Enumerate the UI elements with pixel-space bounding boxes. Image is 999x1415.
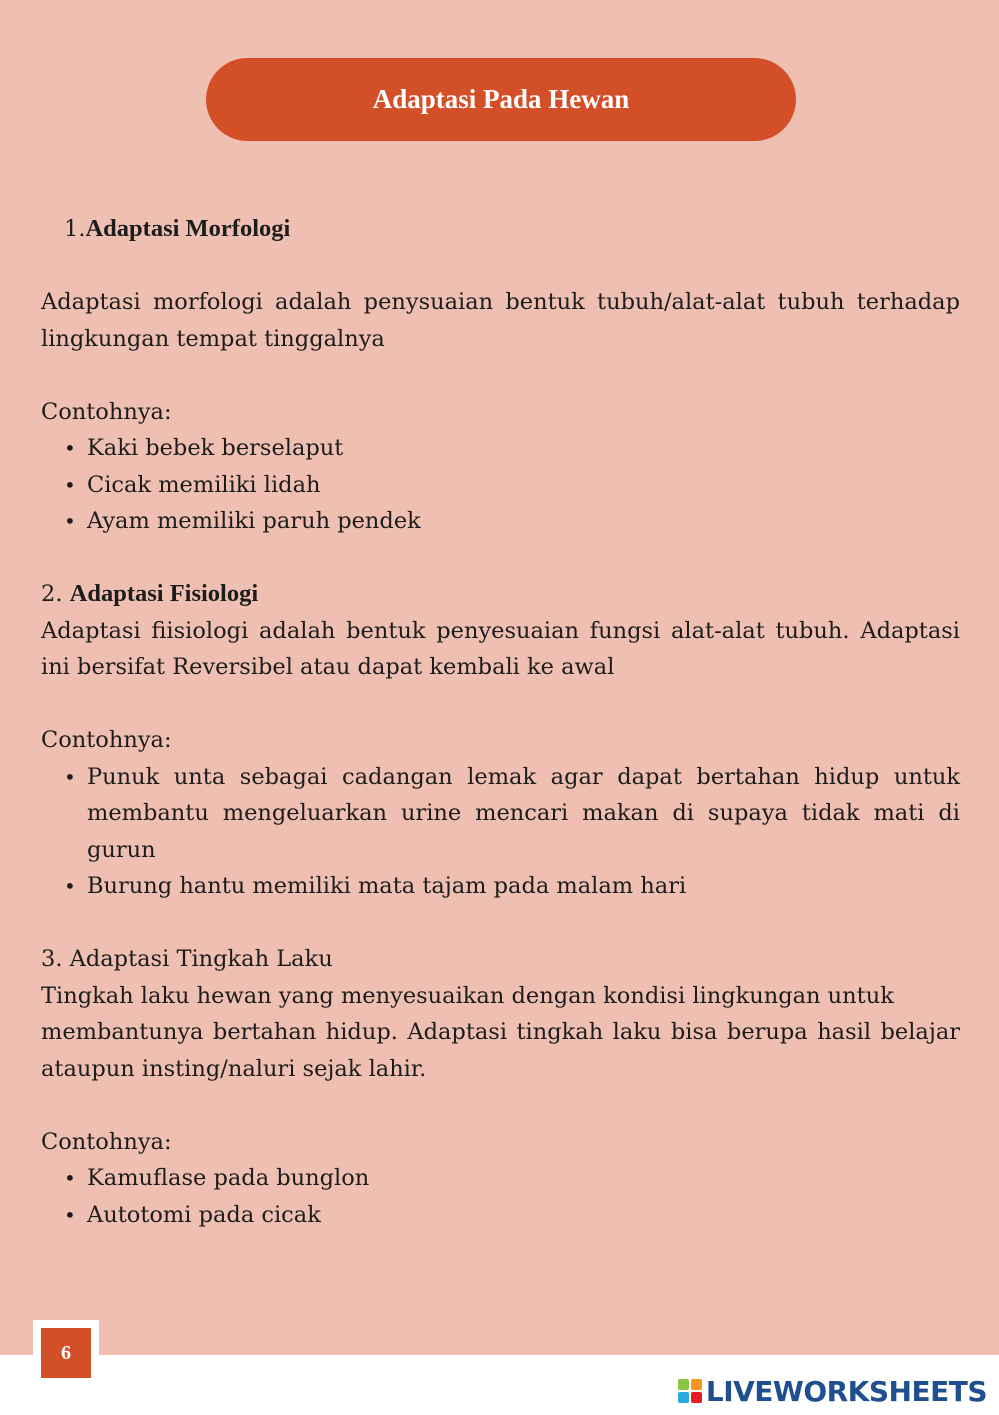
section-1-heading — [41, 211, 960, 248]
list-item: • Kamuflase pada bunglon — [41, 1160, 960, 1197]
section-1-examples-label: Contohnya: — [41, 398, 172, 425]
list-item: • Kaki bebek berselaput — [41, 430, 960, 467]
page-title: Adaptasi Pada Hewan — [372, 84, 630, 114]
section-2-paragraph: Adaptasi fiisiologi adalah bentuk penyesuaian fungsi alat-alat tubuh. Adaptasi ini bersifat Reversibel atau dapat kembali ke awal — [41, 617, 960, 680]
title-banner — [206, 58, 796, 141]
section-1-examples — [41, 430, 960, 540]
section-2-examples — [41, 759, 960, 905]
liveworksheets-brand[interactable] — [678, 1373, 987, 1409]
list-item: • Cicak memiliki lidah — [41, 467, 960, 504]
list-item: • Burung hantu memiliki mata tajam pada malam hari — [41, 868, 960, 905]
list-item: • Ayam memiliki paruh pendek — [41, 503, 960, 540]
section-1-number: 1. — [64, 216, 86, 242]
section-2-examples-label: Contohnya: — [41, 727, 172, 753]
section-2-heading — [41, 576, 960, 613]
section-1-paragraph: Adaptasi morfologi adalah penysuaian bentuk tubuh/alat-alat tubuh terhadap lingkungan tempat tinggalnya — [41, 289, 960, 352]
section-3-paragraph-line-2: membantunya bertahan hidup. Adaptasi tingkah laku bisa berupa hasil belajar ataupun insting/naluri sejak lahir. — [41, 1019, 960, 1082]
section-1-title: Adaptasi Morfologi — [85, 215, 291, 242]
section-3-heading: 3. Adaptasi Tingkah Laku — [41, 946, 333, 972]
section-3-examples-label: Contohnya: — [41, 1128, 172, 1155]
section-3-examples — [41, 1160, 960, 1233]
section-2-title: Adaptasi Fisiologi — [69, 580, 259, 607]
section-2-number: 2. — [41, 581, 63, 607]
liveworksheets-logo-icon — [678, 1379, 702, 1403]
page-number: 6 — [41, 1328, 91, 1378]
page-number-box — [33, 1320, 99, 1386]
list-item: • Autotomi pada cicak — [41, 1197, 960, 1234]
section-3-paragraph-line-1: Tingkah laku hewan yang menyesuaikan dengan kondisi lingkungan untuk — [41, 982, 894, 1009]
content — [41, 211, 960, 1233]
list-item: • Punuk unta sebagai cadangan lemak agar dapat bertahan hidup untuk membantu mengeluarkan urine mencari makan di supaya tidak mati di gurun — [41, 759, 960, 869]
brand-name: LIVEWORKSHEETS — [705, 1374, 987, 1408]
